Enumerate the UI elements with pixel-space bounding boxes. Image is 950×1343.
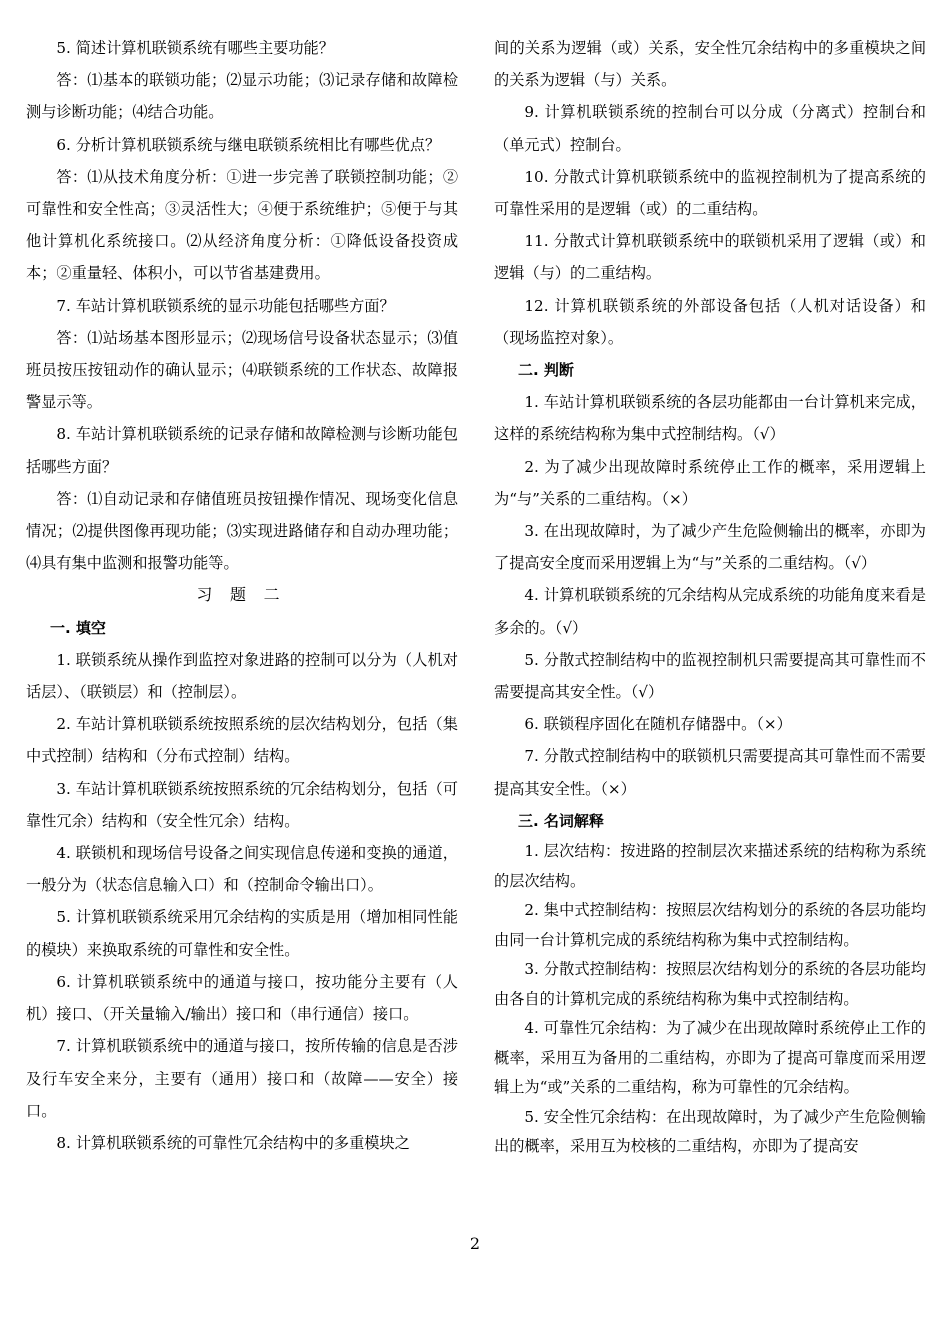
question-7: 7. 车站计算机联锁系统的显示功能包括哪些方面？ [56, 296, 395, 315]
page-number: 2 [469, 1234, 481, 1253]
question-5: 5. 简述计算机联锁系统有哪些主要功能？ [56, 39, 334, 57]
term-item-3: 3. 分散式控制结构：按照层次结构划分的系统的各层功能均由各自的计算机完成的系统结构称为集中式控制结构。 [494, 960, 926, 1008]
fill-item-6: 6. 计算机联锁系统中的通道与接口，按功能分主要有（人机）接口、（开关量输入/输出）接口和（串行通信）接口。 [26, 972, 458, 1024]
judgment-item-1: 1. 车站计算机联锁系统的各层功能都由一台计算机来完成，这样的系统结构称为集中式控制结构。（√） [494, 393, 926, 444]
answer-8: 答：⑴自动记录和存储值班员按钮操作情况、现场变化信息情况；⑵提供图像再现功能；⑶实现进路储存和自动办理功能；⑷具有集中监测和报警功能等。 [26, 489, 458, 573]
judgment-item-6: 6. 联锁程序固化在随机存储器中。（×） [524, 715, 792, 734]
answer-7: 答：⑴站场基本图形显示；⑵现场信号设备状态显示；⑶值班员按压按钮动作的确认显示；⑷联锁系统的工作状态、故障报警显示等。 [26, 328, 458, 412]
right-column [494, 32, 926, 1162]
fill-item-5: 5. 计算机联锁系统采用冗余结构的实质是用（增加相同性能的模块）来换取系统的可靠性和安全性。 [26, 908, 458, 959]
fill-item-10: 10. 分散式计算机联锁系统中的监视控制机为了提高系统的可靠性采用的是逻辑（或）的二重结构。 [494, 167, 926, 219]
judgment-item-7: 7. 分散式控制结构中的联锁机只需要提高其可靠性而不需要提高其安全性。（×） [494, 747, 926, 798]
fill-item-7: 7. 计算机联锁系统中的通道与接口，按所传输的信息是否涉及行车安全来分，主要有（通用）接口和（故障——安全）接口。 [26, 1037, 458, 1120]
section-terms-heading: 三. 名词解释 [518, 811, 604, 830]
fill-item-8-start: 8. 计算机联锁系统的可靠性冗余结构中的多重模块之 [56, 1133, 410, 1152]
answer-5: 答：⑴基本的联锁功能；⑵显示功能；⑶记录存储和故障检测与诊断功能；⑷结合功能。 [26, 71, 458, 122]
question-8: 8. 车站计算机联锁系统的记录存储和故障检测与诊断功能包括哪些方面？ [26, 425, 458, 476]
section-fill-in-heading: 一. 填空 [50, 618, 106, 637]
judgment-item-2: 2. 为了减少出现故障时系统停止工作的概率，采用逻辑上为“与”关系的二重结构。（×） [494, 457, 926, 508]
judgment-item-3: 3. 在出现故障时，为了减少产生危险侧输出的概率，亦即为了提高安全度而采用逻辑上为“与”关系的二重结构。（√） [494, 522, 926, 573]
fill-item-9: 9. 计算机联锁系统的控制台可以分成（分离式）控制台和（单元式）控制台。 [494, 103, 926, 154]
question-6: 6. 分析计算机联锁系统与继电联锁系统相比有哪些优点？ [56, 135, 441, 154]
fill-item-4: 4. 联锁机和现场信号设备之间实现信息传递和变换的通道，一般分为（状态信息输入口）和（控制命令输出口）。 [26, 844, 458, 895]
fill-item-12: 12. 计算机联锁系统的外部设备包括（人机对话设备）和（现场监控对象）。 [494, 296, 926, 347]
answer-6: 答：⑴从技术角度分析：①进一步完善了联锁控制功能；②可靠性和安全性高；③灵活性大；④便于系统维护；⑤便于与其他计算机化系统接口。⑵从经济角度分析：①降低设备投资成本；②重量轻、体积小，可以节省基建费用。 [26, 167, 458, 283]
term-item-4: 4. 可靠性冗余结构：为了减少在出现故障时系统停止工作的概率，采用互为备用的二重结构，亦即为了提高可靠度而采用逻辑上为“或”关系的二重结构，称为可靠性的冗余结构。 [494, 1019, 926, 1097]
fill-item-2: 2. 车站计算机联锁系统按照系统的层次结构划分，包括（集中式控制）结构和（分布式控制）结构。 [26, 715, 458, 766]
fill-item-1: 1. 联锁系统从操作到监控对象进路的控制可以分为（人机对话层）、（联锁层）和（控制层）。 [26, 650, 458, 702]
judgment-item-4: 4. 计算机联锁系统的冗余结构从完成系统的功能角度来看是多余的。（√） [494, 586, 926, 637]
chapter-title: 习题二 [196, 585, 298, 605]
left-column [26, 32, 458, 1159]
fill-item-3: 3. 车站计算机联锁系统按照系统的冗余结构划分，包括（可靠性冗余）结构和（安全性冗余）结构。 [26, 779, 458, 830]
judgment-item-5: 5. 分散式控制结构中的监视控制机只需要提高其可靠性而不需要提高其安全性。（√） [494, 650, 926, 702]
term-item-5: 5. 安全性冗余结构：在出现故障时，为了减少产生危险侧输出的概率，采用互为校核的二重结构，亦即为了提高安 [494, 1107, 926, 1156]
fill-item-11: 11. 分散式计算机联锁系统中的联锁机采用了逻辑（或）和逻辑（与）的二重结构。 [494, 232, 926, 283]
fill-item-8-end: 间的关系为逻辑（或）关系，安全性冗余结构中的多重模块之间的关系为逻辑（与）关系。 [494, 39, 926, 90]
term-item-2: 2. 集中式控制结构：按照层次结构划分的系统的各层功能均由同一台计算机完成的系统结构称为集中式控制结构。 [494, 901, 926, 949]
term-item-1: 1. 层次结构：按进路的控制层次来描述系统的结构称为系统的层次结构。 [494, 842, 926, 890]
section-judgment-heading: 二. 判断 [518, 361, 574, 380]
